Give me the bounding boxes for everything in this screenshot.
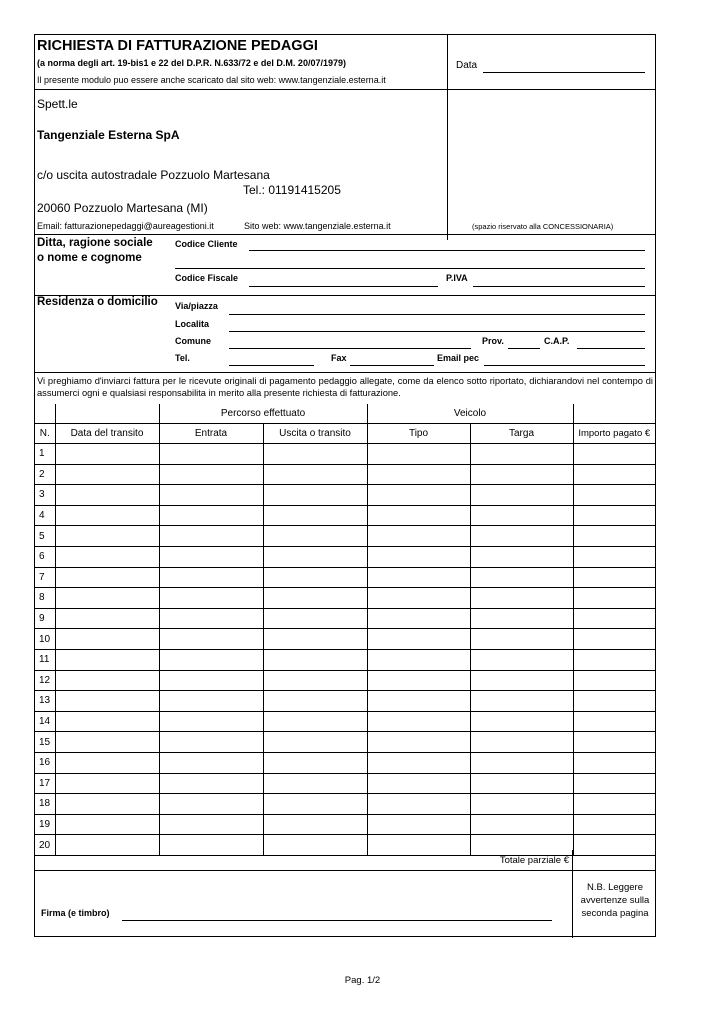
entry-cell[interactable] [159, 794, 263, 815]
exit-cell[interactable] [263, 546, 367, 567]
entry-cell[interactable] [159, 629, 263, 650]
recipient-company: Tangenziale Esterna SpA [37, 128, 180, 142]
street-label: Via/piazza [175, 301, 218, 311]
recipient-website: Sito web: www.tangenziale.esterna.it [244, 221, 391, 231]
type-cell[interactable] [367, 526, 470, 547]
form-title: RICHIESTA DI FATTURAZIONE PEDAGGI [37, 38, 318, 54]
plate-cell[interactable] [470, 670, 573, 691]
plate-cell[interactable] [470, 814, 573, 835]
transit-date-cell[interactable] [55, 691, 159, 712]
entry-cell[interactable] [159, 711, 263, 732]
type-cell[interactable] [367, 670, 470, 691]
entry-cell[interactable] [159, 670, 263, 691]
route-group-header: Percorso effettuato [159, 404, 367, 424]
exit-cell[interactable] [263, 505, 367, 526]
entry-cell[interactable] [159, 526, 263, 547]
invoice-request-form [34, 34, 656, 937]
entry-cell[interactable] [159, 773, 263, 794]
vat-field[interactable] [473, 286, 645, 287]
amount-cell[interactable] [573, 649, 655, 670]
row-number: 14 [35, 711, 55, 732]
street-field[interactable] [229, 314, 645, 315]
postal-code-label: C.A.P. [544, 336, 570, 346]
postal-code-field[interactable] [577, 348, 645, 349]
divider [35, 870, 655, 871]
plate-cell[interactable] [470, 505, 573, 526]
signature-note: N.B. Leggere avvertenze sulla seconda pagina [580, 882, 650, 919]
province-field[interactable] [508, 348, 540, 349]
entry-cell[interactable] [159, 732, 263, 753]
transit-date-cell[interactable] [55, 629, 159, 650]
type-cell[interactable] [367, 794, 470, 815]
recipient-phone: Tel.: 01191415205 [243, 183, 341, 197]
signature-field[interactable] [122, 920, 552, 921]
transit-date-cell[interactable] [55, 608, 159, 629]
exit-cell[interactable] [263, 629, 367, 650]
type-cell[interactable] [367, 649, 470, 670]
company-label-2: o nome e cognome [37, 252, 142, 264]
type-cell[interactable] [367, 773, 470, 794]
row-number: 16 [35, 752, 55, 773]
download-note: Il presente modulo puo essere anche scaricato dal sito web: www.tangenziale.esterna.it [37, 75, 386, 85]
table-row [35, 505, 655, 526]
tax-code-field[interactable] [249, 286, 438, 287]
plate-cell[interactable] [470, 608, 573, 629]
email-pec-label: Email pec [437, 353, 480, 363]
exit-cell[interactable] [263, 835, 367, 856]
amount-cell[interactable] [573, 732, 655, 753]
plate-cell[interactable] [470, 526, 573, 547]
row-number: 13 [35, 691, 55, 712]
locality-field[interactable] [229, 331, 645, 332]
entry-cell[interactable] [159, 649, 263, 670]
date-label: Data [456, 60, 478, 71]
type-cell[interactable] [367, 752, 470, 773]
divider [35, 89, 655, 90]
transit-date-cell[interactable] [55, 752, 159, 773]
plate-cell[interactable] [470, 835, 573, 856]
divider [35, 372, 655, 373]
plate-cell[interactable] [470, 649, 573, 670]
plate-cell[interactable] [470, 711, 573, 732]
row-number: 20 [35, 835, 55, 856]
salutation: Spett.le [37, 97, 78, 111]
col-entry: Entrata [159, 424, 263, 444]
fax-field[interactable] [350, 365, 434, 366]
row-number: 6 [35, 546, 55, 567]
locality-label: Localita [175, 319, 210, 329]
type-cell[interactable] [367, 505, 470, 526]
form-subtitle: (a norma degli art. 19-bis1 e 22 del D.P.R. N.633/72 e del D.M. 20/07/1979) [37, 58, 346, 68]
exit-cell[interactable] [263, 485, 367, 506]
table-row [35, 629, 655, 650]
transit-date-cell[interactable] [55, 732, 159, 753]
table-row [35, 794, 655, 815]
exit-cell[interactable] [263, 752, 367, 773]
reserved-space-label: (spazio riservato alla CONCESSIONARIA) [472, 222, 614, 231]
type-cell[interactable] [367, 814, 470, 835]
table-row [35, 546, 655, 567]
amount-cell[interactable] [573, 670, 655, 691]
row-number: 15 [35, 732, 55, 753]
row-number: 10 [35, 629, 55, 650]
table-row [35, 567, 655, 588]
entry-cell[interactable] [159, 814, 263, 835]
row-number: 18 [35, 794, 55, 815]
transit-date-cell[interactable] [55, 814, 159, 835]
exit-cell[interactable] [263, 567, 367, 588]
exit-cell[interactable] [263, 608, 367, 629]
plate-cell[interactable] [470, 691, 573, 712]
exit-cell[interactable] [263, 711, 367, 732]
row-number: 2 [35, 464, 55, 485]
amount-cell[interactable] [573, 773, 655, 794]
type-cell[interactable] [367, 835, 470, 856]
phone-field[interactable] [229, 365, 314, 366]
amount-cell[interactable] [573, 485, 655, 506]
transit-date-cell[interactable] [55, 588, 159, 609]
type-cell[interactable] [367, 546, 470, 567]
fax-label: Fax [331, 353, 347, 363]
name-field[interactable] [175, 268, 645, 269]
amount-cell[interactable] [573, 752, 655, 773]
blank-cell [55, 404, 159, 424]
row-number: 4 [35, 505, 55, 526]
type-cell[interactable] [367, 608, 470, 629]
client-code-label: Codice Cliente [175, 239, 238, 249]
divider [35, 234, 655, 235]
recipient-address: c/o uscita autostradale Pozzuolo Martesana [37, 168, 270, 182]
transit-date-cell[interactable] [55, 773, 159, 794]
amount-cell[interactable] [573, 711, 655, 732]
exit-cell[interactable] [263, 670, 367, 691]
table-row [35, 608, 655, 629]
transit-date-cell[interactable] [55, 835, 159, 856]
entry-cell[interactable] [159, 444, 263, 465]
amount-cell[interactable] [573, 794, 655, 815]
entry-cell[interactable] [159, 464, 263, 485]
row-number: 8 [35, 588, 55, 609]
table-row [35, 835, 655, 856]
plate-cell[interactable] [470, 752, 573, 773]
table-row [35, 526, 655, 547]
plate-cell[interactable] [470, 546, 573, 567]
row-number: 5 [35, 526, 55, 547]
blank-cell [35, 404, 55, 424]
amount-cell[interactable] [573, 464, 655, 485]
phone-label: Tel. [175, 353, 190, 363]
col-plate: Targa [470, 424, 573, 444]
transit-date-cell[interactable] [55, 567, 159, 588]
entry-cell[interactable] [159, 505, 263, 526]
plate-cell[interactable] [470, 794, 573, 815]
plate-cell[interactable] [470, 444, 573, 465]
amount-cell[interactable] [573, 546, 655, 567]
type-cell[interactable] [367, 485, 470, 506]
exit-cell[interactable] [263, 814, 367, 835]
type-cell[interactable] [367, 444, 470, 465]
transit-date-cell[interactable] [55, 711, 159, 732]
transit-table [35, 404, 655, 856]
transit-date-cell[interactable] [55, 670, 159, 691]
transit-date-cell[interactable] [55, 546, 159, 567]
row-number: 19 [35, 814, 55, 835]
municipality-label: Comune [175, 336, 211, 346]
exit-cell[interactable] [263, 794, 367, 815]
amount-cell[interactable] [573, 629, 655, 650]
plate-cell[interactable] [470, 485, 573, 506]
entry-cell[interactable] [159, 691, 263, 712]
province-label: Prov. [482, 336, 504, 346]
entry-cell[interactable] [159, 835, 263, 856]
table-row [35, 732, 655, 753]
table-row [35, 711, 655, 732]
exit-cell[interactable] [263, 444, 367, 465]
vehicle-group-header: Veicolo [367, 404, 573, 424]
municipality-field[interactable] [229, 348, 471, 349]
plate-cell[interactable] [470, 464, 573, 485]
transit-date-cell[interactable] [55, 526, 159, 547]
col-type: Tipo [367, 424, 470, 444]
exit-cell[interactable] [263, 526, 367, 547]
plate-cell[interactable] [470, 629, 573, 650]
row-number: 7 [35, 567, 55, 588]
type-cell[interactable] [367, 732, 470, 753]
exit-cell[interactable] [263, 649, 367, 670]
col-number: N. [35, 424, 55, 444]
email-pec-field[interactable] [484, 365, 645, 366]
transit-date-cell[interactable] [55, 485, 159, 506]
type-cell[interactable] [367, 588, 470, 609]
col-exit: Uscita o transito [263, 424, 367, 444]
signature-label: Firma (e timbro) [41, 908, 110, 918]
table-row [35, 670, 655, 691]
transit-date-cell[interactable] [55, 505, 159, 526]
recipient-email: Email: fatturazionepedaggi@aureagestioni.it [37, 221, 214, 231]
row-number: 1 [35, 444, 55, 465]
page-number: Pag. 1/2 [344, 975, 381, 986]
blank-cell [573, 404, 655, 424]
row-number: 3 [35, 485, 55, 506]
exit-cell[interactable] [263, 588, 367, 609]
exit-cell[interactable] [263, 691, 367, 712]
client-code-field[interactable] [249, 250, 645, 251]
type-cell[interactable] [367, 464, 470, 485]
entry-cell[interactable] [159, 567, 263, 588]
amount-cell[interactable] [573, 588, 655, 609]
type-cell[interactable] [367, 629, 470, 650]
transit-date-cell[interactable] [55, 444, 159, 465]
plate-cell[interactable] [470, 732, 573, 753]
amount-cell[interactable] [573, 444, 655, 465]
table-row [35, 773, 655, 794]
plate-cell[interactable] [470, 773, 573, 794]
type-cell[interactable] [367, 567, 470, 588]
row-number: 11 [35, 649, 55, 670]
amount-cell[interactable] [573, 608, 655, 629]
type-cell[interactable] [367, 711, 470, 732]
plate-cell[interactable] [470, 588, 573, 609]
recipient-city: 20060 Pozzuolo Martesana (MI) [37, 201, 208, 215]
row-number: 9 [35, 608, 55, 629]
entry-cell[interactable] [159, 608, 263, 629]
amount-cell[interactable] [573, 814, 655, 835]
entry-cell[interactable] [159, 546, 263, 567]
entry-cell[interactable] [159, 752, 263, 773]
subtotal-label: Totale parziale € [499, 855, 569, 866]
entry-cell[interactable] [159, 485, 263, 506]
table-row [35, 444, 655, 465]
exit-cell[interactable] [263, 464, 367, 485]
row-number: 17 [35, 773, 55, 794]
vat-label: P.IVA [446, 273, 468, 283]
table-row [35, 752, 655, 773]
exit-cell[interactable] [263, 732, 367, 753]
residence-label: Residenza o domicilio [37, 296, 158, 308]
table-row [35, 464, 655, 485]
col-amount: Importo pagato € [573, 424, 655, 444]
transit-date-cell[interactable] [55, 649, 159, 670]
tax-code-label: Codice Fiscale [175, 273, 239, 283]
transit-date-cell[interactable] [55, 464, 159, 485]
table-row [35, 649, 655, 670]
amount-cell[interactable] [573, 526, 655, 547]
row-number: 12 [35, 670, 55, 691]
amount-cell[interactable] [573, 691, 655, 712]
table-row [35, 485, 655, 506]
transit-date-cell[interactable] [55, 794, 159, 815]
header-divider [447, 35, 448, 240]
type-cell[interactable] [367, 691, 470, 712]
amount-cell[interactable] [573, 505, 655, 526]
amount-cell[interactable] [573, 835, 655, 856]
plate-cell[interactable] [470, 567, 573, 588]
company-label-1: Ditta, ragione sociale [37, 237, 153, 249]
intro-text: Vi preghiamo d'inviarci fattura per le ricevute originali di pagamento pedaggio allegate, come da elenco sotto riportato, dichiarandovi nel contempo di assumerci ogni e qualsiasi responsabilita in merito alla presente richiesta di fatturazione. [37, 376, 653, 398]
table-row [35, 691, 655, 712]
exit-cell[interactable] [263, 773, 367, 794]
col-date: Data del transito [55, 424, 159, 444]
amount-cell[interactable] [573, 567, 655, 588]
table-row [35, 588, 655, 609]
date-field[interactable] [483, 72, 645, 73]
table-row [35, 814, 655, 835]
entry-cell[interactable] [159, 588, 263, 609]
